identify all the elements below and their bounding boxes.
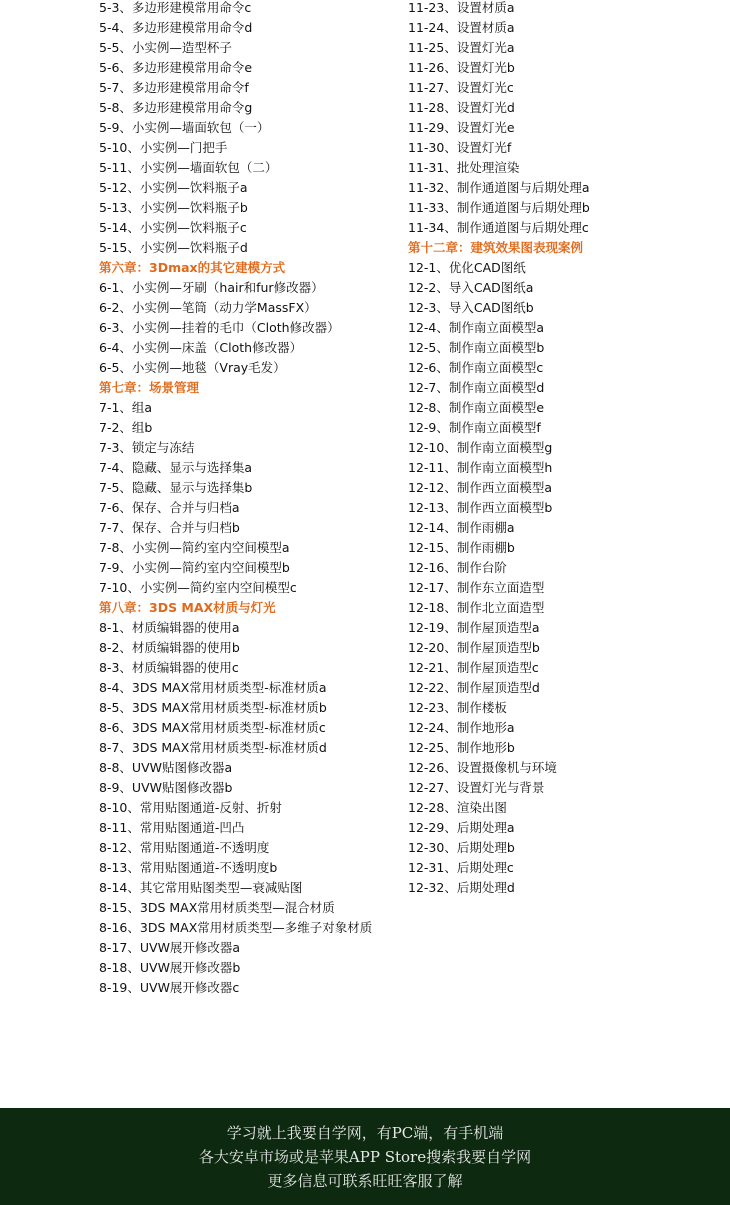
lesson-item: 5-11、小实例—墙面软包（二）	[99, 160, 278, 175]
lesson-item: 12-1、优化CAD图纸	[408, 260, 526, 275]
lesson-item: 11-29、设置灯光e	[408, 120, 515, 135]
lesson-item: 5-9、小实例—墙面软包（一）	[99, 120, 270, 135]
lesson-item: 5-14、小实例—饮料瓶子c	[99, 220, 247, 235]
lesson-item: 5-7、多边形建模常用命令f	[99, 80, 249, 95]
lesson-item: 8-11、常用贴图通道-凹凸	[99, 820, 245, 835]
lesson-item: 7-5、隐藏、显示与选择集b	[99, 480, 253, 495]
lesson-item: 8-15、3DS MAX常用材质类型—混合材质	[99, 900, 335, 915]
lesson-item: 5-8、多边形建模常用命令g	[99, 100, 253, 115]
lesson-item: 11-30、设置灯光f	[408, 140, 512, 155]
lesson-item: 7-3、锁定与冻结	[99, 440, 195, 455]
lesson-item: 7-10、小实例—简约室内空间模型c	[99, 580, 297, 595]
lesson-item: 12-3、导入CAD图纸b	[408, 300, 534, 315]
lesson-item: 5-15、小实例—饮料瓶子d	[99, 240, 248, 255]
lesson-item: 7-7、保存、合并与归档b	[99, 520, 240, 535]
lesson-item: 11-25、设置灯光a	[408, 40, 515, 55]
lesson-item: 11-23、设置材质a	[408, 0, 515, 15]
lesson-item: 5-5、小实例—造型杯子	[99, 40, 232, 55]
lesson-item: 12-32、后期处理d	[408, 880, 515, 895]
lesson-item: 8-7、3DS MAX常用材质类型-标准材质d	[99, 740, 327, 755]
lesson-item: 7-8、小实例—简约室内空间模型a	[99, 540, 290, 555]
lesson-item: 8-10、常用贴图通道-反射、折射	[99, 800, 282, 815]
lesson-item: 11-34、制作通道图与后期处理c	[408, 220, 589, 235]
lesson-item: 11-28、设置灯光d	[408, 100, 515, 115]
lesson-item: 12-24、制作地形a	[408, 720, 515, 735]
lesson-item: 12-17、制作东立面造型	[408, 580, 545, 595]
footer-line-2: 各大安卓市场或是苹果APP Store搜索我要自学网	[198, 1148, 532, 1166]
lesson-item: 8-6、3DS MAX常用材质类型-标准材质c	[99, 720, 326, 735]
lesson-item: 5-13、小实例—饮料瓶子b	[99, 200, 248, 215]
lesson-item: 12-12、制作西立面模型a	[408, 480, 552, 495]
lesson-item: 6-5、小实例—地毯（Vray毛发）	[99, 360, 286, 375]
chapter-heading: 第十二章：建筑效果图表现案例	[408, 240, 584, 255]
lesson-item: 11-24、设置材质a	[408, 20, 515, 35]
lesson-item: 6-3、小实例—挂着的毛巾（Cloth修改器）	[99, 320, 340, 335]
lesson-item: 12-10、制作南立面模型g	[408, 440, 553, 455]
chapter-heading: 第七章：场景管理	[99, 380, 200, 395]
lesson-item: 8-1、材质编辑器的使用a	[99, 620, 240, 635]
lesson-item: 5-10、小实例—门把手	[99, 140, 228, 155]
lesson-item: 12-25、制作地形b	[408, 740, 515, 755]
lesson-item: 8-12、常用贴图通道-不透明度	[99, 840, 270, 855]
lesson-item: 12-9、制作南立面模型f	[408, 420, 541, 435]
lesson-item: 7-9、小实例—简约室内空间模型b	[99, 560, 290, 575]
lesson-item: 8-13、常用贴图通道-不透明度b	[99, 860, 278, 875]
lesson-item: 12-19、制作屋顶造型a	[408, 620, 540, 635]
lesson-item: 12-16、制作台阶	[408, 560, 507, 575]
lesson-item: 12-22、制作屋顶造型d	[408, 680, 540, 695]
lesson-item: 12-15、制作雨棚b	[408, 540, 515, 555]
chapter-heading: 第八章：3DS MAX材质与灯光	[99, 600, 276, 615]
lesson-item: 12-18、制作北立面造型	[408, 600, 545, 615]
lesson-item: 5-3、多边形建模常用命令c	[99, 0, 252, 15]
lesson-item: 12-21、制作屋顶造型c	[408, 660, 539, 675]
lesson-item: 7-4、隐藏、显示与选择集a	[99, 460, 253, 475]
lesson-item: 8-9、UVW贴图修改器b	[99, 780, 233, 795]
toc-left-column	[99, 0, 399, 998]
footer-banner	[0, 1108, 730, 1205]
lesson-item: 12-13、制作西立面模型b	[408, 500, 553, 515]
lesson-item: 12-8、制作南立面模型e	[408, 400, 545, 415]
footer-line-3: 更多信息可联系旺旺客服了解	[267, 1172, 463, 1190]
toc-right-column	[408, 0, 718, 898]
lesson-item: 8-18、UVW展开修改器b	[99, 960, 241, 975]
lesson-item: 8-8、UVW贴图修改器a	[99, 760, 233, 775]
lesson-item: 5-12、小实例—饮料瓶子a	[99, 180, 248, 195]
lesson-item: 12-20、制作屋顶造型b	[408, 640, 540, 655]
lesson-item: 5-6、多边形建模常用命令e	[99, 60, 253, 75]
lesson-item: 8-2、材质编辑器的使用b	[99, 640, 240, 655]
lesson-item: 12-5、制作南立面模型b	[408, 340, 545, 355]
lesson-item: 8-4、3DS MAX常用材质类型-标准材质a	[99, 680, 327, 695]
lesson-item: 12-30、后期处理b	[408, 840, 515, 855]
lesson-item: 7-1、组a	[99, 400, 153, 415]
lesson-item: 12-14、制作雨棚a	[408, 520, 515, 535]
lesson-item: 12-27、设置灯光与背景	[408, 780, 545, 795]
footer-line-1: 学习就上我要自学网，有PC端，有手机端	[226, 1124, 504, 1142]
lesson-item: 8-3、材质编辑器的使用c	[99, 660, 239, 675]
lesson-item: 12-11、制作南立面模型h	[408, 460, 553, 475]
lesson-item: 12-7、制作南立面模型d	[408, 380, 545, 395]
lesson-item: 12-2、导入CAD图纸a	[408, 280, 534, 295]
lesson-item: 12-26、设置摄像机与环境	[408, 760, 557, 775]
lesson-item: 7-2、组b	[99, 420, 153, 435]
lesson-item: 12-31、后期处理c	[408, 860, 514, 875]
lesson-item: 8-17、UVW展开修改器a	[99, 940, 241, 955]
lesson-item: 5-4、多边形建模常用命令d	[99, 20, 253, 35]
lesson-item: 12-29、后期处理a	[408, 820, 515, 835]
lesson-item: 7-6、保存、合并与归档a	[99, 500, 240, 515]
lesson-item: 11-33、制作通道图与后期处理b	[408, 200, 590, 215]
chapter-heading: 第六章：3Dmax的其它建模方式	[99, 260, 286, 275]
lesson-item: 6-1、小实例—牙刷（hair和fur修改器）	[99, 280, 324, 295]
lesson-item: 6-4、小实例—床盖（Cloth修改器）	[99, 340, 303, 355]
lesson-item: 12-6、制作南立面模型c	[408, 360, 544, 375]
lesson-item: 8-19、UVW展开修改器c	[99, 980, 240, 995]
lesson-item: 11-31、批处理渲染	[408, 160, 520, 175]
lesson-item: 12-28、渲染出图	[408, 800, 507, 815]
lesson-item: 11-26、设置灯光b	[408, 60, 515, 75]
lesson-item: 6-2、小实例—笔筒（动力学MassFX）	[99, 300, 317, 315]
lesson-item: 12-23、制作楼板	[408, 700, 507, 715]
lesson-item: 8-14、其它常用贴图类型—衰减贴图	[99, 880, 303, 895]
lesson-item: 11-32、制作通道图与后期处理a	[408, 180, 590, 195]
lesson-item: 8-5、3DS MAX常用材质类型-标准材质b	[99, 700, 327, 715]
lesson-item: 12-4、制作南立面模型a	[408, 320, 545, 335]
lesson-item: 11-27、设置灯光c	[408, 80, 514, 95]
lesson-item: 8-16、3DS MAX常用材质类型—多维子对象材质	[99, 920, 373, 935]
